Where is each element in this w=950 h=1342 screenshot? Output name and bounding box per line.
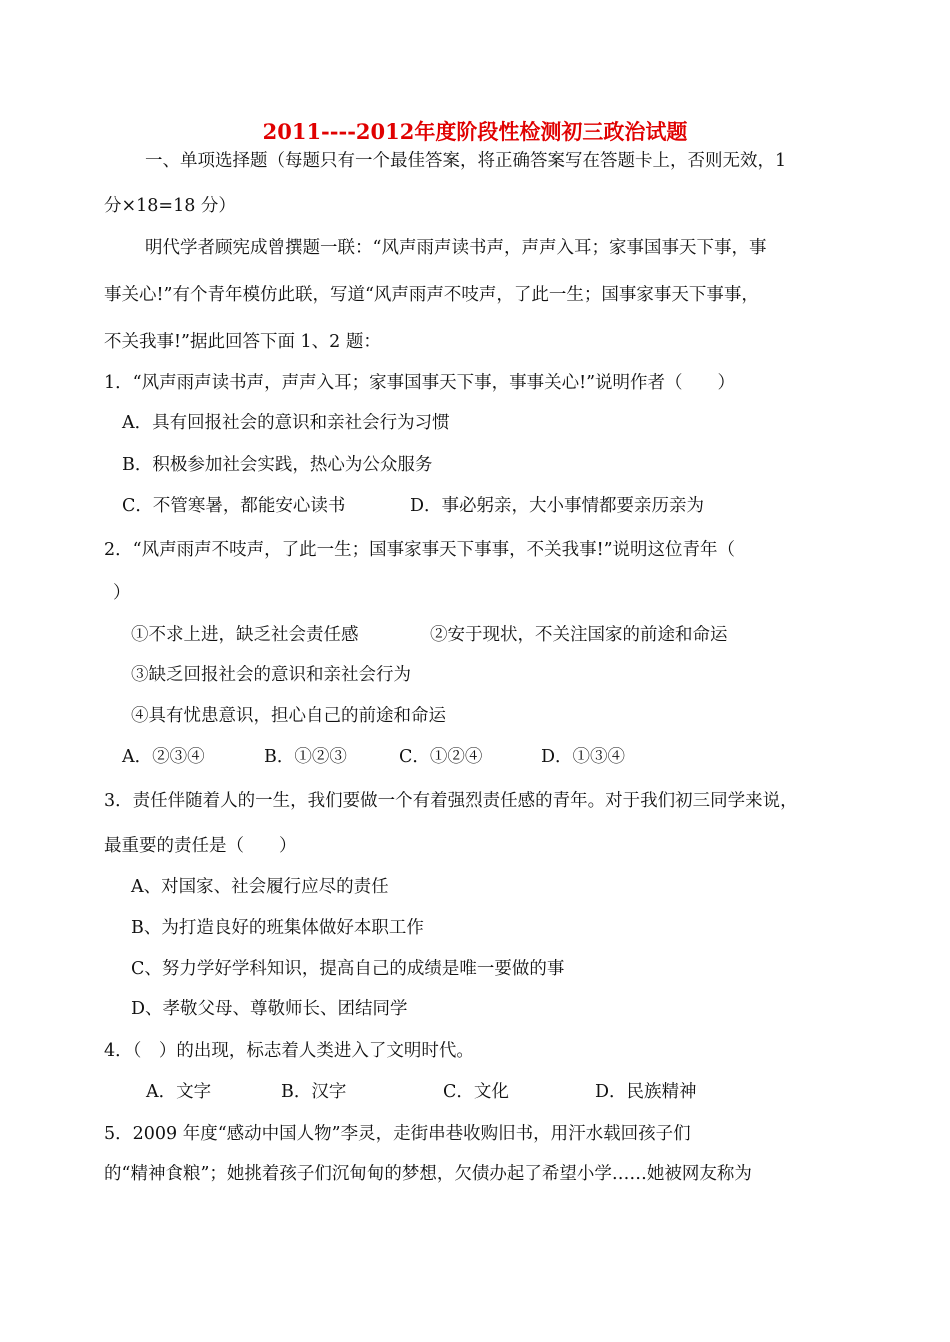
question-2-option-d: D．①③④ xyxy=(541,747,626,767)
intro-line-3: 不关我事!”据此回答下面 1、2 题： xyxy=(104,332,381,352)
question-3-option-c: C、努力学好学科知识，提高自己的成绩是唯一要做的事 xyxy=(131,959,565,979)
question-3-option-d: D、孝敬父母、尊敬师长、团结同学 xyxy=(131,999,408,1019)
question-5-stem-line-1: 5．2009 年度“感动中国人物”李灵，走街串巷收购旧书，用汗水载回孩子们 xyxy=(104,1124,691,1144)
question-2-statement-3: ③缺乏回报社会的意识和亲社会行为 xyxy=(131,665,411,685)
question-3-option-b: B、为打造良好的班集体做好本职工作 xyxy=(131,918,424,938)
section-heading-line-2: 分×18=18 分） xyxy=(104,196,236,216)
section-heading-line-1: 一、单项选择题（每题只有一个最佳答案，将正确答案写在答题卡上，否则无效，1 xyxy=(145,151,787,171)
question-3-stem-line-2: 最重要的责任是（ ） xyxy=(104,836,297,856)
question-2-statement-1: ①不求上进，缺乏社会责任感 xyxy=(131,625,359,645)
question-2-stem-line-2: ） xyxy=(113,583,131,603)
question-1-option-d: D．事必躬亲，大小事情都要亲历亲为 xyxy=(410,496,705,516)
question-3-stem-line-1: 3．责任伴随着人的一生，我们要做一个有着强烈责任感的青年。对于我们初三同学来说， xyxy=(104,791,798,811)
page-title: 2011----2012年度阶段性检测初三政治试题 xyxy=(262,119,688,144)
question-2-option-a: A．②③④ xyxy=(122,747,205,767)
question-3-option-a: A、对国家、社会履行应尽的责任 xyxy=(131,877,389,897)
question-4-option-d: D．民族精神 xyxy=(595,1082,697,1102)
question-2-statement-2: ②安于现状，不关注国家的前途和命运 xyxy=(430,625,728,645)
question-4-option-c: C．文化 xyxy=(443,1082,509,1102)
question-5-stem-line-2: 的“精神食粮”；她挑着孩子们沉甸甸的梦想，欠债办起了希望小学……她被网友称为 xyxy=(104,1164,752,1184)
question-2-option-b: B．①②③ xyxy=(264,747,347,767)
question-1-option-b: B．积极参加社会实践，热心为公众服务 xyxy=(122,455,433,475)
question-2-statement-4: ④具有忧患意识，担心自己的前途和命运 xyxy=(131,706,446,726)
question-4-stem: 4．（ ）的出现，标志着人类进入了文明时代。 xyxy=(104,1041,474,1061)
question-2-option-c: C．①②④ xyxy=(399,747,483,767)
question-1-stem: 1．“风声雨声读书声，声声入耳；家事国事天下事，事事关心!”说明作者（ ） xyxy=(104,373,736,393)
intro-line-1: 明代学者顾宪成曾撰题一联：“风声雨声读书声，声声入耳；家事国事天下事，事 xyxy=(145,238,767,258)
question-1-option-a: A．具有回报社会的意识和亲社会行为习惯 xyxy=(122,413,450,433)
question-4-option-a: A．文字 xyxy=(146,1082,212,1102)
question-2-stem-line-1: 2．“风声雨声不吱声，了此一生；国事家事天下事事，不关我事!”说明这位青年（ xyxy=(104,540,736,560)
intro-line-2: 事关心!”有个青年模仿此联，写道“风声雨声不吱声，了此一生；国事家事天下事事， xyxy=(104,285,759,305)
question-1-option-c: C．不管寒暑，都能安心读书 xyxy=(122,496,346,516)
question-4-option-b: B．汉字 xyxy=(281,1082,347,1102)
